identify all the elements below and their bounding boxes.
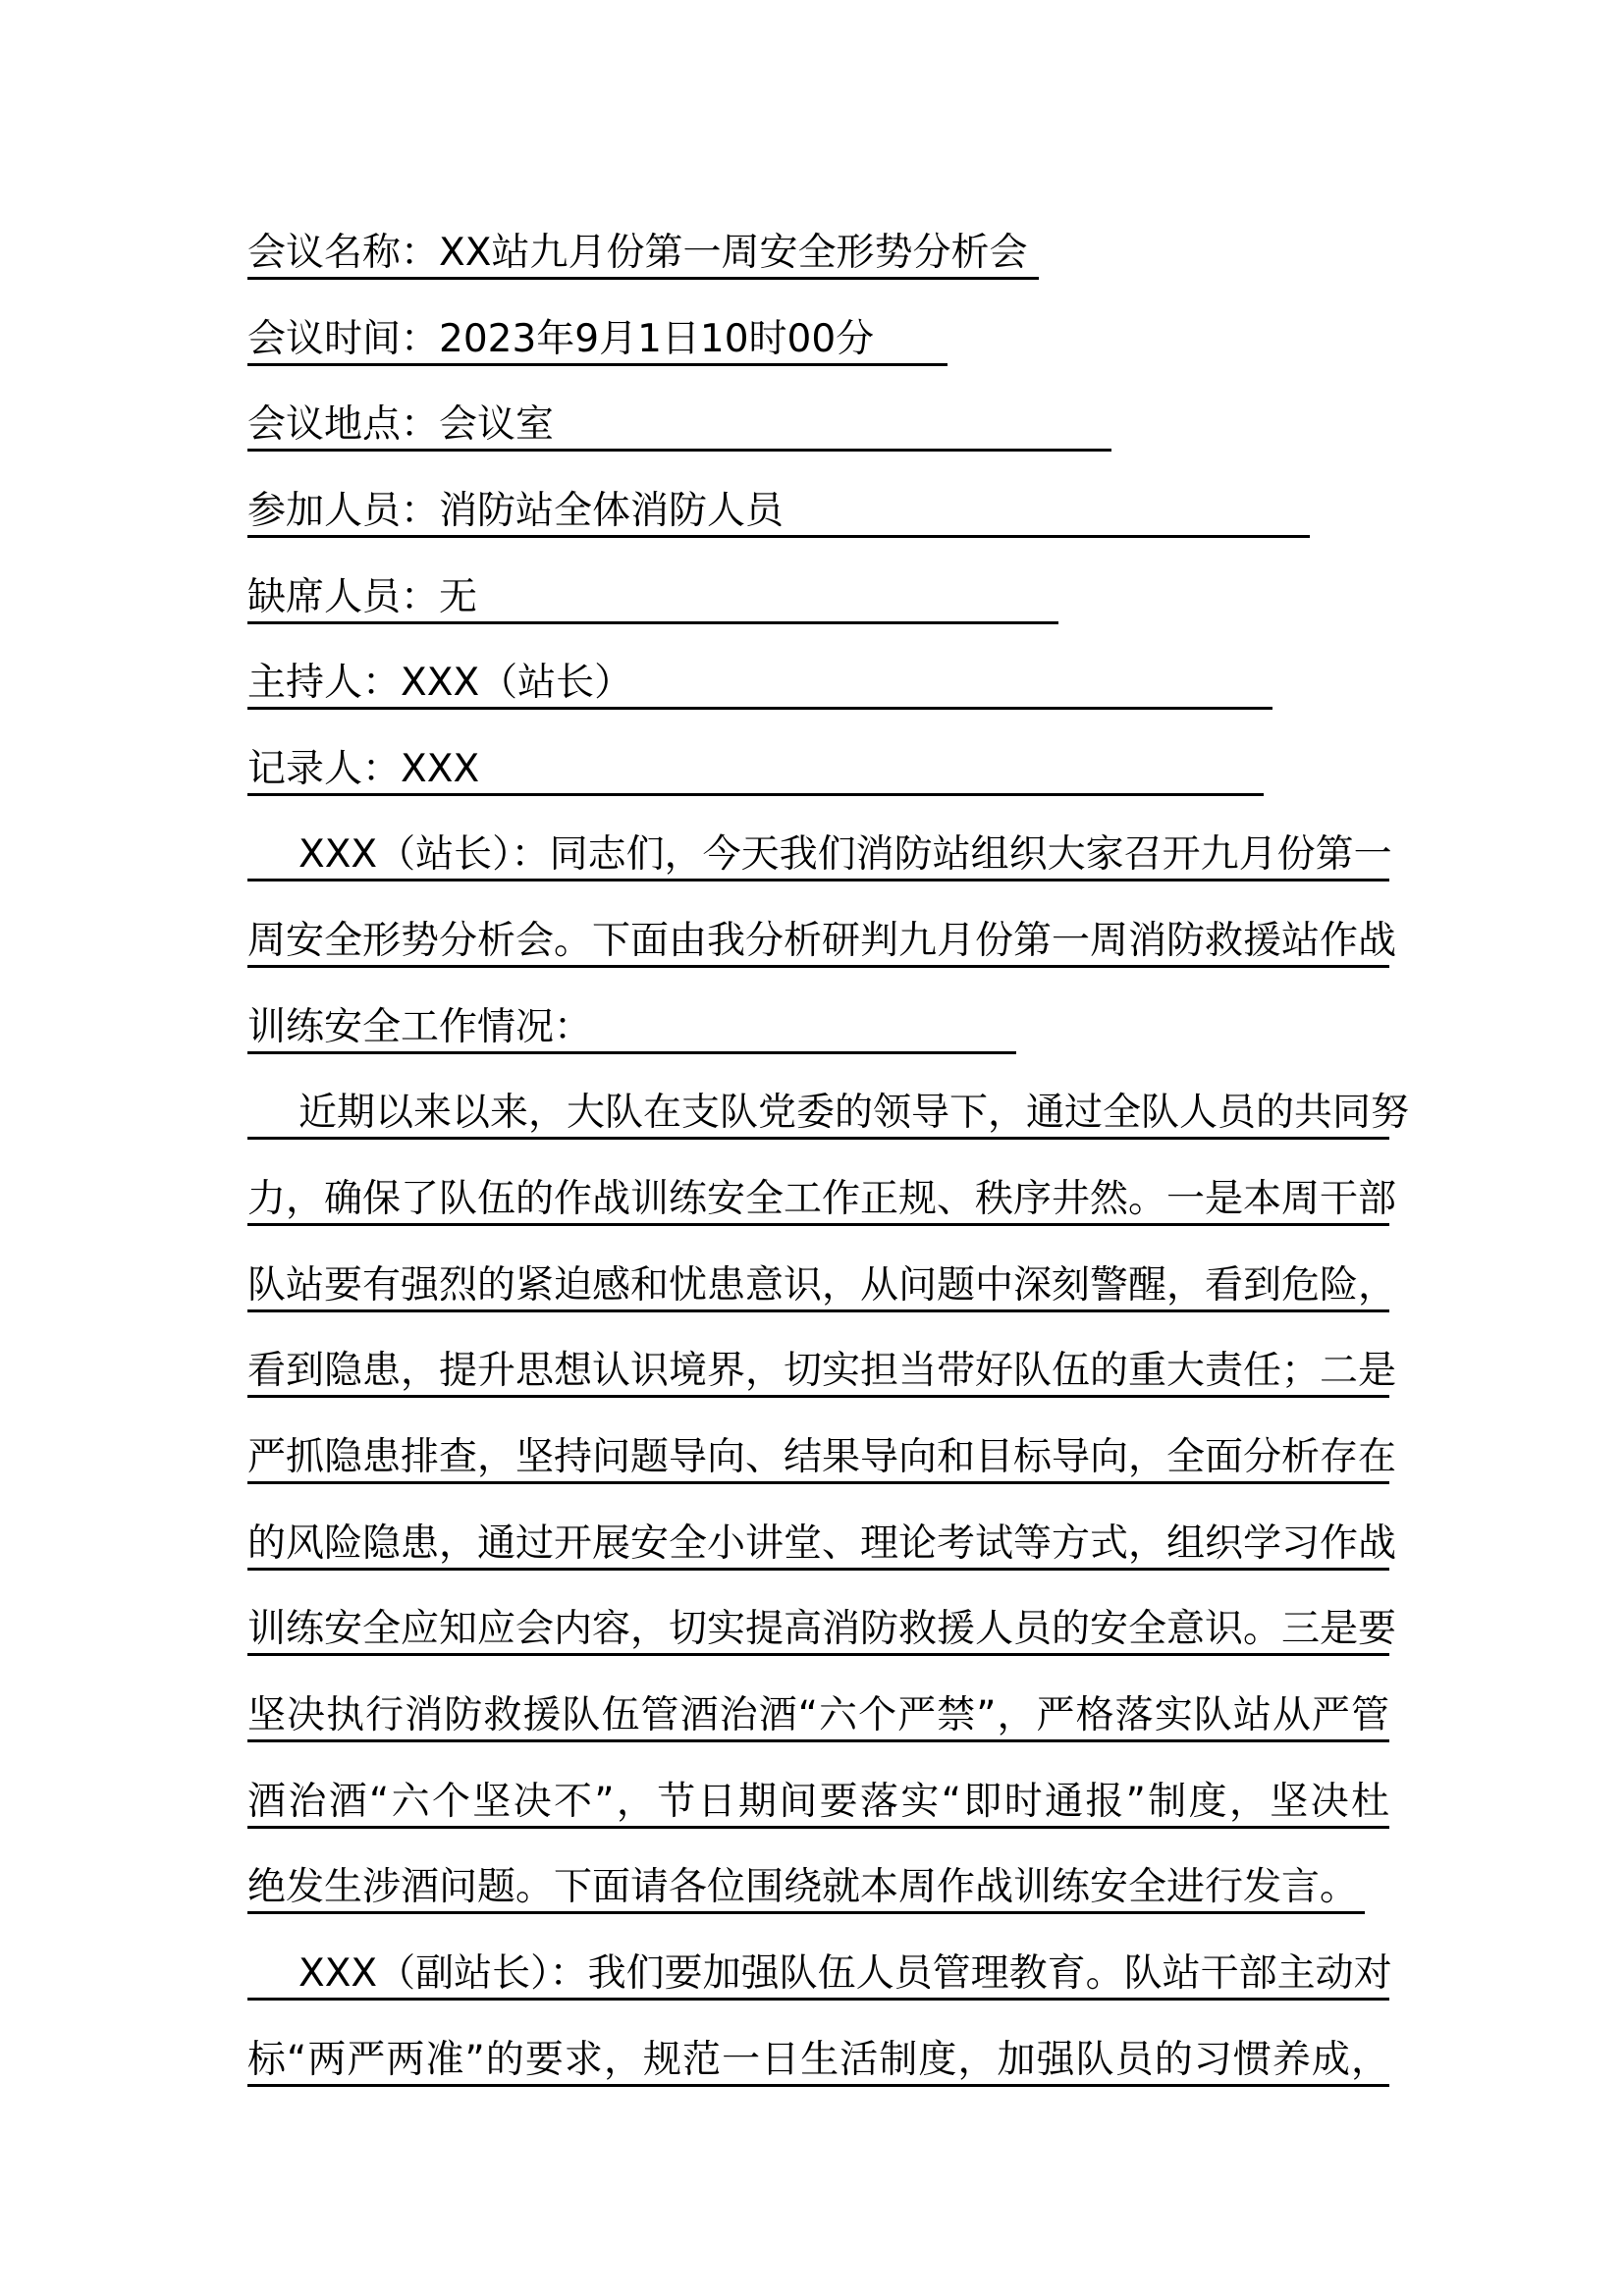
field-label: 参加人员： [247,489,440,533]
field-label: 缺席人员： [247,575,440,619]
paragraph-line: 训练安全工作情况： [247,1005,593,1049]
paragraph-line: 训练安全应知应会内容，切实提高消防救援人员的安全意识。三是要 [247,1607,1397,1651]
field-host [247,656,632,715]
field-value: 无 [439,575,478,619]
underline [247,1395,1389,1398]
field-recorder [247,742,479,801]
field-label: 主持人： [247,661,402,705]
paragraph-line: 队站要有强烈的紧迫感和忧患意识，从问题中深刻警醒，看到危险， [247,1263,1397,1308]
field-label: 会议名称： [247,231,440,275]
underline [247,879,1389,881]
field-label: 记录人： [247,747,402,791]
underline [247,1911,1365,1914]
paragraph-line: 力，确保了队伍的作战训练安全工作正规、秩序井然。一是本周干部 [247,1177,1397,1221]
field-value: 消防站全体消防人员 [439,489,785,533]
underline [247,363,947,366]
paragraph-line: 看到隐患，提升思想认识境界，切实担当带好队伍的重大责任；二是 [247,1349,1397,1393]
field-value: 2023年9月1日10时00分 [439,317,875,361]
underline [247,1739,1389,1742]
underline [247,2084,1389,2087]
field-meeting-name [247,226,1027,285]
underline [247,1481,1389,1484]
underline [247,707,1272,710]
underline [247,1998,1389,2001]
field-attendees [247,484,784,543]
field-value: XXX [401,747,480,791]
paragraph-line: 标“两严两准”的要求，规范一日生活制度，加强队员的习惯养成， [247,2038,1389,2082]
field-value: XX站九月份第一周安全形势分析会 [439,231,1028,275]
underline [247,1653,1389,1656]
underline [247,277,1039,280]
paragraph-line: 的风险隐患，通过开展安全小讲堂、理论考试等方式，组织学习作战 [247,1522,1397,1566]
paragraph-line: 酒治酒“六个坚决不”，节日期间要落实“即时通报”制度，坚决杜 [247,1780,1389,1824]
underline [247,793,1264,796]
paragraph-line: 坚决执行消防救援队伍管酒治酒“六个严禁”，严格落实队站从严管 [247,1693,1389,1737]
underline [247,621,1058,624]
paragraph-line: 严抓隐患排查，坚持问题导向、结果导向和目标导向，全面分析存在 [247,1435,1397,1479]
underline [247,1051,1016,1054]
field-label: 会议地点： [247,402,440,447]
underline [247,1826,1389,1829]
field-meeting-location [247,398,554,456]
field-value: 会议室 [439,402,555,447]
field-meeting-time [247,312,874,371]
underline [247,1137,1389,1140]
underline [247,449,1111,452]
paragraph-line: 近期以来以来，大队在支队党委的领导下，通过全队人员的共同努 [298,1091,1410,1135]
field-value: XXX（站长） [401,661,633,705]
underline [247,1223,1389,1226]
field-absentees [247,570,477,629]
paragraph-line: XXX（副站长）：我们要加强队伍人员管理教育。队站干部主动对 [298,1951,1392,1996]
underline [247,1309,1389,1312]
field-label: 会议时间： [247,317,440,361]
paragraph-line: 绝发生涉酒问题。下面请各位围绕就本周作战训练安全进行发言。 [247,1865,1359,1909]
paragraph-line: XXX（站长）：同志们，今天我们消防站组织大家召开九月份第一 [298,832,1392,877]
underline [247,1568,1389,1571]
underline [247,965,1389,968]
paragraph-line: 周安全形势分析会。下面由我分析研判九月份第一周消防救援站作战 [247,919,1397,963]
underline [247,535,1310,538]
